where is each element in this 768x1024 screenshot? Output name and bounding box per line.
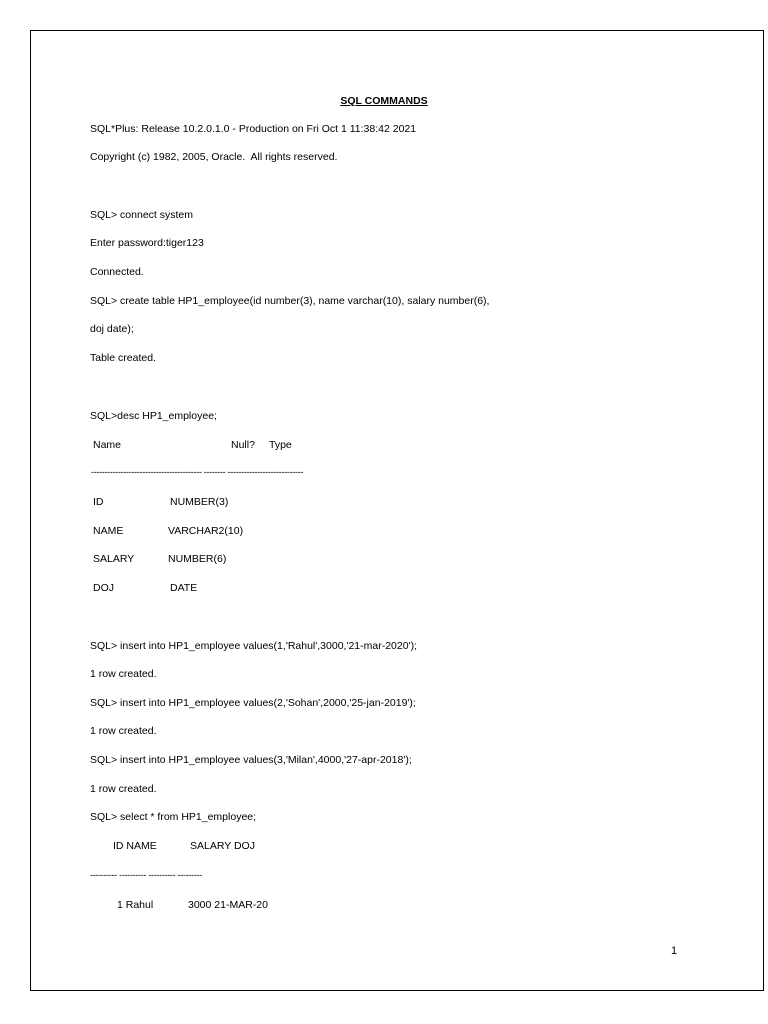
desc-row-type: NUMBER(6) [168, 553, 227, 565]
result-header-salary-doj: SALARY DOJ [190, 840, 255, 852]
copyright-line: Copyright (c) 1982, 2005, Oracle. All rights reserved. [90, 151, 338, 163]
create-table-command-cont: doj date); [90, 323, 134, 335]
result-header-id-name: ID NAME [113, 840, 157, 852]
select-command: SQL> select * from HP1_employee; [90, 811, 257, 823]
row-created-message: 1 row created. [90, 783, 157, 795]
row-created-message: 1 row created. [90, 668, 157, 680]
desc-row-type: NUMBER(3) [170, 496, 229, 508]
insert-command: SQL> insert into HP1_employee values(1,'Rahul',3000,'21-mar-2020'); [90, 640, 417, 652]
result-row-id-name: 1 Rahul [117, 899, 154, 911]
connected-message: Connected. [90, 266, 144, 278]
desc-header-name: Name [93, 439, 122, 451]
insert-command: SQL> insert into HP1_employee values(3,'Milan',4000,'27-apr-2018'); [90, 754, 412, 766]
desc-row-name: NAME [93, 525, 124, 537]
desc-row-type: VARCHAR2(10) [168, 525, 244, 537]
desc-row-name: ID [93, 496, 104, 508]
row-created-message: 1 row created. [90, 725, 157, 737]
document-title: SQL COMMANDS [340, 95, 428, 107]
desc-row-name: DOJ [93, 582, 114, 594]
desc-header-type: Type [269, 439, 292, 451]
result-separator: ---------- ---------- ---------- --------- [90, 870, 202, 880]
desc-separator: ----------------------------------------- -------- ---------------------------- [91, 467, 304, 477]
table-created-message: Table created. [90, 352, 156, 364]
sqlplus-banner: SQL*Plus: Release 10.2.0.1.0 - Production on Fri Oct 1 11:38:42 2021 [90, 123, 417, 135]
result-row-salary-doj: 3000 21-MAR-20 [188, 899, 268, 911]
desc-command: SQL>desc HP1_employee; [90, 410, 217, 422]
insert-command: SQL> insert into HP1_employee values(2,'Sohan',2000,'25-jan-2019'); [90, 697, 416, 709]
desc-header-null: Null? [231, 439, 255, 451]
page-number: 1 [671, 945, 678, 957]
connect-command: SQL> connect system [90, 209, 194, 221]
desc-row-type: DATE [170, 582, 198, 594]
create-table-command: SQL> create table HP1_employee(id number(3), name varchar(10), salary number(6), [90, 295, 490, 307]
desc-row-name: SALARY [93, 553, 135, 565]
password-line: Enter password:tiger123 [90, 237, 204, 249]
document-page [30, 30, 764, 991]
